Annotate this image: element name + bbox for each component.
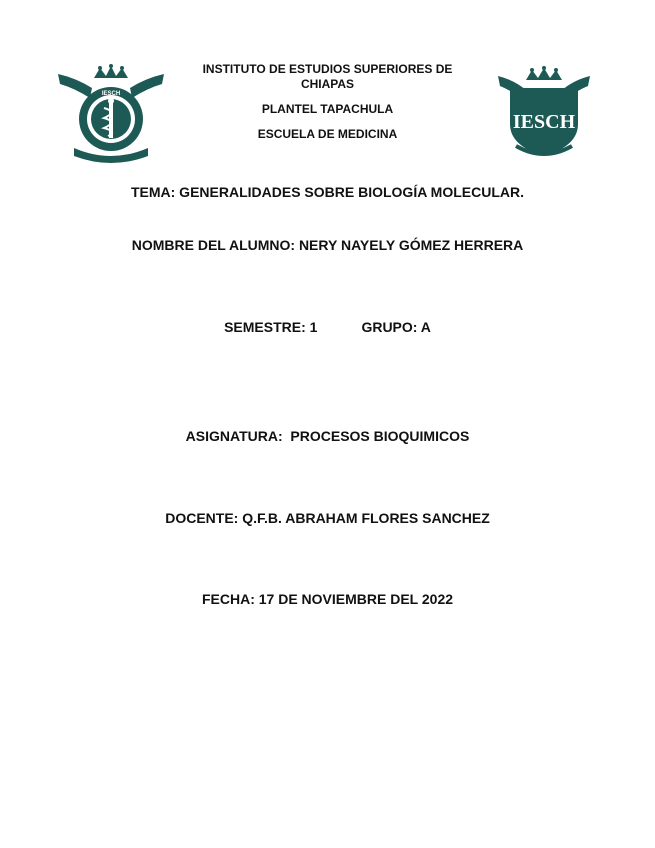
institution-header: [180, 62, 475, 142]
subject-line: ASIGNATURA: PROCESOS BIOQUIMICOS: [185, 428, 470, 444]
semester-group-line: [0, 319, 655, 335]
caduceus-crest-icon: [56, 64, 166, 164]
campus-name: PLANTEL TAPACHULA: [261, 102, 394, 116]
institution-name: INSTITUTO DE ESTUDIOS SUPERIORES DE CHIAPAS: [202, 62, 453, 91]
group-label: GRUPO: A: [361, 319, 431, 335]
student-name-line: NOMBRE DEL ALUMNO: NERY NAYELY GÓMEZ HERRERA: [131, 237, 524, 253]
school-name: ESCUELA DE MEDICINA: [257, 127, 398, 141]
teacher-line: DOCENTE: Q.F.B. ABRAHAM FLORES SANCHEZ: [165, 510, 490, 526]
iesch-crest-icon: [496, 64, 592, 164]
svg-text:IESCH: IESCH: [512, 111, 576, 133]
topic-line: TEMA: GENERALIDADES SOBRE BIOLOGÍA MOLECULAR.: [130, 184, 525, 200]
left-crest-logo: [56, 64, 166, 164]
date-line: FECHA: 17 DE NOVIEMBRE DEL 2022: [201, 591, 454, 607]
right-crest-logo: [496, 64, 592, 164]
semester-label: SEMESTRE: 1: [224, 319, 318, 335]
svg-text:IESCH: IESCH: [101, 91, 121, 97]
